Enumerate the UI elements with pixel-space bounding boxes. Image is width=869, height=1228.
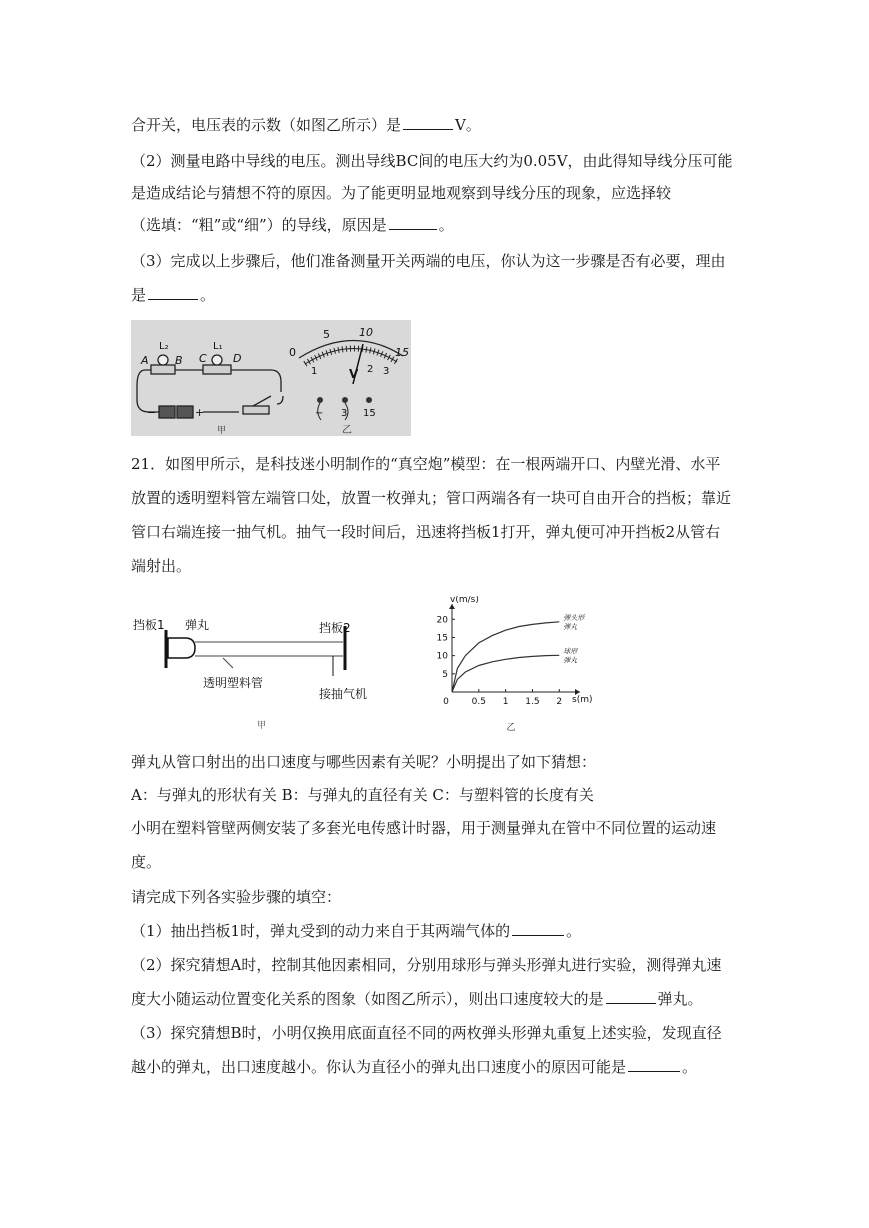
text-line: 合开关，电压表的示数（如图乙所示）是 V。 <box>131 116 481 134</box>
dial-tick-15: 15 <box>395 346 409 359</box>
point-c: C <box>199 352 207 365</box>
figure-caption: 甲 <box>217 426 227 436</box>
text-line: （1）抽出挡板1时，弹丸受到的动力来自于其两端气体的 。 <box>131 922 582 940</box>
text-line: 度大小随运动位置变化关系的图象（如图乙所示），则出口速度较大的是 弹丸。 <box>131 990 703 1008</box>
question-21-line: 放置的透明塑料管左端管口处，放置一枚弹丸；管口两端各有一块可自由开合的挡板；靠近 <box>131 489 732 507</box>
x-tick-label: 1 <box>502 697 509 707</box>
x-axis-label: s(m) <box>572 695 593 705</box>
y-tick-label: 5 <box>442 669 448 680</box>
text-line: 弹丸从管口射出的出口速度与哪些因素有关呢？小明提出了如下猜想： <box>131 753 597 771</box>
text-line: （3）探究猜想B时，小明仅换用底面直径不同的两枚弹头形弹丸重复上述实验，发现直径 <box>131 1024 722 1042</box>
answer-blank <box>389 215 437 230</box>
dial-tick-5: 5 <box>323 328 330 341</box>
terminal-15: 15 <box>363 408 376 419</box>
point-b: B <box>175 354 183 367</box>
text-line: 是造成结论与猜想不符的原因。为了能更明显地观察到导线分压的现象，应选择较 <box>131 184 672 202</box>
series-line-1 <box>452 622 559 692</box>
answer-blank <box>512 921 564 936</box>
x-tick-label: 0.5 <box>471 697 486 707</box>
figure-caption: 乙 <box>342 425 352 436</box>
question-21-line: 端射出。 <box>131 557 192 575</box>
terminal-3: 3 <box>341 408 348 419</box>
chart-series <box>452 622 559 692</box>
series-label: 弹丸 <box>563 656 578 665</box>
tube-label: 透明塑料管 <box>203 676 264 690</box>
dial-tick-10: 10 <box>359 326 373 339</box>
voltmeter-symbol: V <box>349 367 359 381</box>
text-line: （选填：“粗”或“细”）的导线，原因是 。 <box>131 216 454 234</box>
answer-blank <box>628 1057 680 1072</box>
text-line: 是 。 <box>131 286 216 304</box>
series-label: 弹头形 <box>563 613 585 622</box>
y-axis-label: v(m/s) <box>450 596 479 605</box>
text-line: A：与弹丸的形状有关 B：与弹丸的直径有关 C：与塑料管的长度有关 <box>131 786 594 804</box>
y-tick-label: 20 <box>436 615 448 626</box>
battery-minus: − <box>147 406 157 419</box>
terminal-minus: − <box>315 408 324 419</box>
battery-plus: + <box>195 406 205 419</box>
chart-axes <box>449 604 580 695</box>
text-line: 小明在塑料管壁两侧安装了多套光电传感计时器，用于测量弹丸在管中不同位置的运动速 <box>131 819 717 837</box>
dial-tick-3: 3 <box>383 366 390 377</box>
circuit-voltmeter-figure <box>131 320 411 436</box>
point-a: A <box>141 354 149 367</box>
dial-tick-0: 0 <box>289 346 296 359</box>
point-d: D <box>233 352 242 365</box>
x-tick-label: 0 <box>443 697 449 707</box>
question-21-line: 管口右端连接一抽气机。抽气一段时间后，迅速将挡板1打开，弹丸便可冲开挡板2从管右 <box>131 523 721 541</box>
y-tick-label: 15 <box>436 633 448 644</box>
text-line: （2）测量电路中导线的电压。测出导线BC间的电压大约为0.05V，由此得知导线分压可能 <box>131 152 733 170</box>
figure-caption: 乙 <box>506 723 516 733</box>
figure-caption: 甲 <box>257 721 267 730</box>
y-tick-label: 10 <box>436 651 448 662</box>
series-label: 球形 <box>563 647 578 656</box>
lamp2-label: L₂ <box>159 341 169 352</box>
text-line: 请完成下列各实验步骤的填空： <box>131 888 342 906</box>
dial-tick-2: 2 <box>367 364 374 375</box>
answer-blank <box>606 989 656 1004</box>
lamp1-label: L₁ <box>213 341 223 352</box>
pellet-label: 弹丸 <box>185 618 210 632</box>
text-line: （3）完成以上步骤后，他们准备测量开关两端的电压，你认为这一步骤是否有必要，理由 <box>131 252 726 270</box>
series-label: 弹丸 <box>563 622 578 631</box>
x-tick-label: 1.5 <box>525 697 540 707</box>
text-line: 度。 <box>131 853 162 871</box>
pump-label: 接抽气机 <box>319 687 368 701</box>
question-21-line: 21．如图甲所示，是科技迷小明制作的“真空炮”模型：在一根两端开口、内壁光滑、水平 <box>131 455 721 473</box>
answer-blank <box>403 115 453 130</box>
vacuum-cannon-figure <box>131 610 391 730</box>
text-line: （2）探究猜想A时，控制其他因素相同，分别用球形与弹头形弹丸进行实验，测得弹丸速 <box>131 956 722 974</box>
series-line-2 <box>452 655 559 692</box>
answer-blank <box>148 285 198 300</box>
velocity-chart <box>428 596 598 736</box>
text-line: 越小的弹丸，出口速度越小。你认为直径小的弹丸出口速度小的原因可能是 。 <box>131 1058 698 1076</box>
board1-label: 挡板1 <box>133 618 165 632</box>
x-tick-label: 2 <box>556 697 563 707</box>
dial-tick-1: 1 <box>311 366 318 377</box>
board2-label: 挡板2 <box>319 621 351 635</box>
